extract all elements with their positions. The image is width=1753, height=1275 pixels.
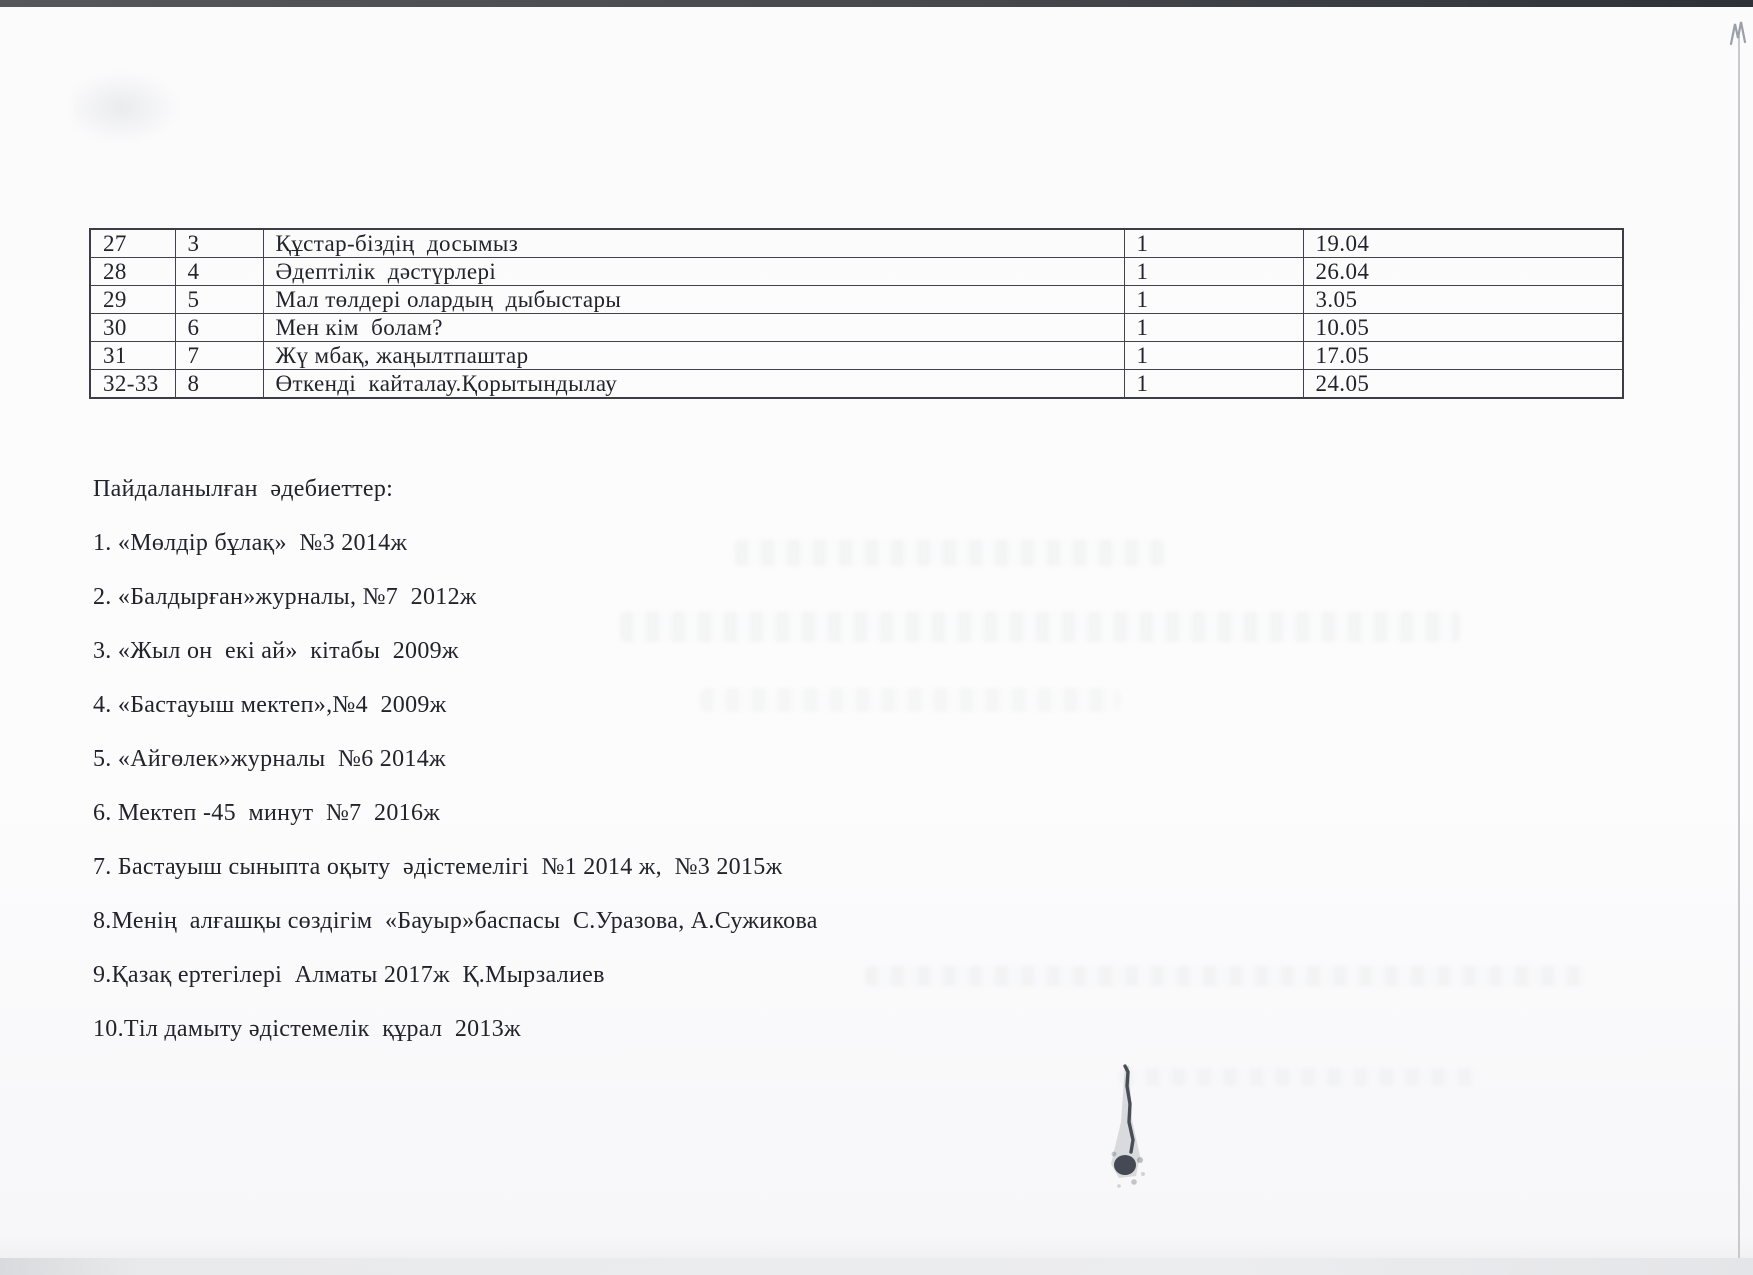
cell-date: 10.05 xyxy=(1303,314,1623,342)
reference-item: 8.Менің алғашқы сөздігім «Бауыр»баспасы С.Уразова, А.Сужикова xyxy=(93,908,818,934)
table-row xyxy=(90,229,1623,258)
table-row xyxy=(90,286,1623,314)
cell-date: 26.04 xyxy=(1303,258,1623,286)
reference-item: 6. Мектеп -45 минут №7 2016ж xyxy=(93,800,441,826)
reference-item: 4. «Бастауыш мектеп»,№4 2009ж xyxy=(93,692,447,718)
cell-hours: 1 xyxy=(1124,370,1303,399)
reference-item: 3. «Жыл он екі ай» кітабы 2009ж xyxy=(93,638,459,664)
table-row xyxy=(90,314,1623,342)
cell-topic: Құстар-біздің досымыз xyxy=(263,229,1124,258)
cell-date: 17.05 xyxy=(1303,342,1623,370)
cell-order: 29 xyxy=(90,286,175,314)
reference-item: 7. Бастауыш сыныпта оқыту әдістемелігі №1 2014 ж, №3 2015ж xyxy=(93,854,783,880)
cell-topic: Өткенді кайталау.Қорытындылау xyxy=(263,370,1124,399)
cell-order: 28 xyxy=(90,258,175,286)
corner-pen-mark xyxy=(1728,20,1750,48)
cell-date: 19.04 xyxy=(1303,229,1623,258)
references-section xyxy=(93,462,1243,1056)
table-row xyxy=(90,370,1623,399)
reference-item: 5. «Айгөлек»журналы №6 2014ж xyxy=(93,746,446,772)
scanner-edge-bottom xyxy=(0,1258,1753,1275)
cell-hours: 1 xyxy=(1124,314,1303,342)
references-heading: Пайдаланылған әдебиеттер: xyxy=(93,476,394,502)
cell-lesson-number: 5 xyxy=(175,286,263,314)
cell-order: 31 xyxy=(90,342,175,370)
cell-topic: Мен кім болам? xyxy=(263,314,1124,342)
faint-smudge xyxy=(72,70,182,145)
cell-topic: Әдептілік дәстүрлері xyxy=(263,258,1124,286)
bleed-through-artifact xyxy=(1120,1068,1480,1086)
scanner-edge-top xyxy=(0,0,1753,7)
reference-item: 1. «Мөлдір бұлақ» №3 2014ж xyxy=(93,530,408,556)
cell-lesson-number: 4 xyxy=(175,258,263,286)
cell-lesson-number: 8 xyxy=(175,370,263,399)
cell-topic: Жү мбақ, жаңылтпаштар xyxy=(263,342,1124,370)
cell-order: 27 xyxy=(90,229,175,258)
reference-item: 9.Қазақ ертегілері Алматы 2017ж Қ.Мырзалиев xyxy=(93,962,605,988)
table-row xyxy=(90,342,1623,370)
cell-date: 3.05 xyxy=(1303,286,1623,314)
cell-hours: 1 xyxy=(1124,286,1303,314)
cell-topic: Мал төлдері олардың дыбыстары xyxy=(263,286,1124,314)
reference-item: 2. «Балдырған»журналы, №7 2012ж xyxy=(93,584,477,610)
cell-hours: 1 xyxy=(1124,258,1303,286)
paper-edge-line xyxy=(1738,36,1740,1258)
cell-date: 24.05 xyxy=(1303,370,1623,399)
cell-lesson-number: 3 xyxy=(175,229,263,258)
cell-lesson-number: 7 xyxy=(175,342,263,370)
reference-item: 10.Тіл дамыту әдістемелік құрал 2013ж xyxy=(93,1016,521,1042)
cell-lesson-number: 6 xyxy=(175,314,263,342)
cell-hours: 1 xyxy=(1124,229,1303,258)
cell-hours: 1 xyxy=(1124,342,1303,370)
table-row xyxy=(90,258,1623,286)
cell-order: 30 xyxy=(90,314,175,342)
ink-smudge xyxy=(1094,1064,1160,1202)
cell-order: 32-33 xyxy=(90,370,175,399)
lesson-schedule-table xyxy=(89,228,1624,399)
